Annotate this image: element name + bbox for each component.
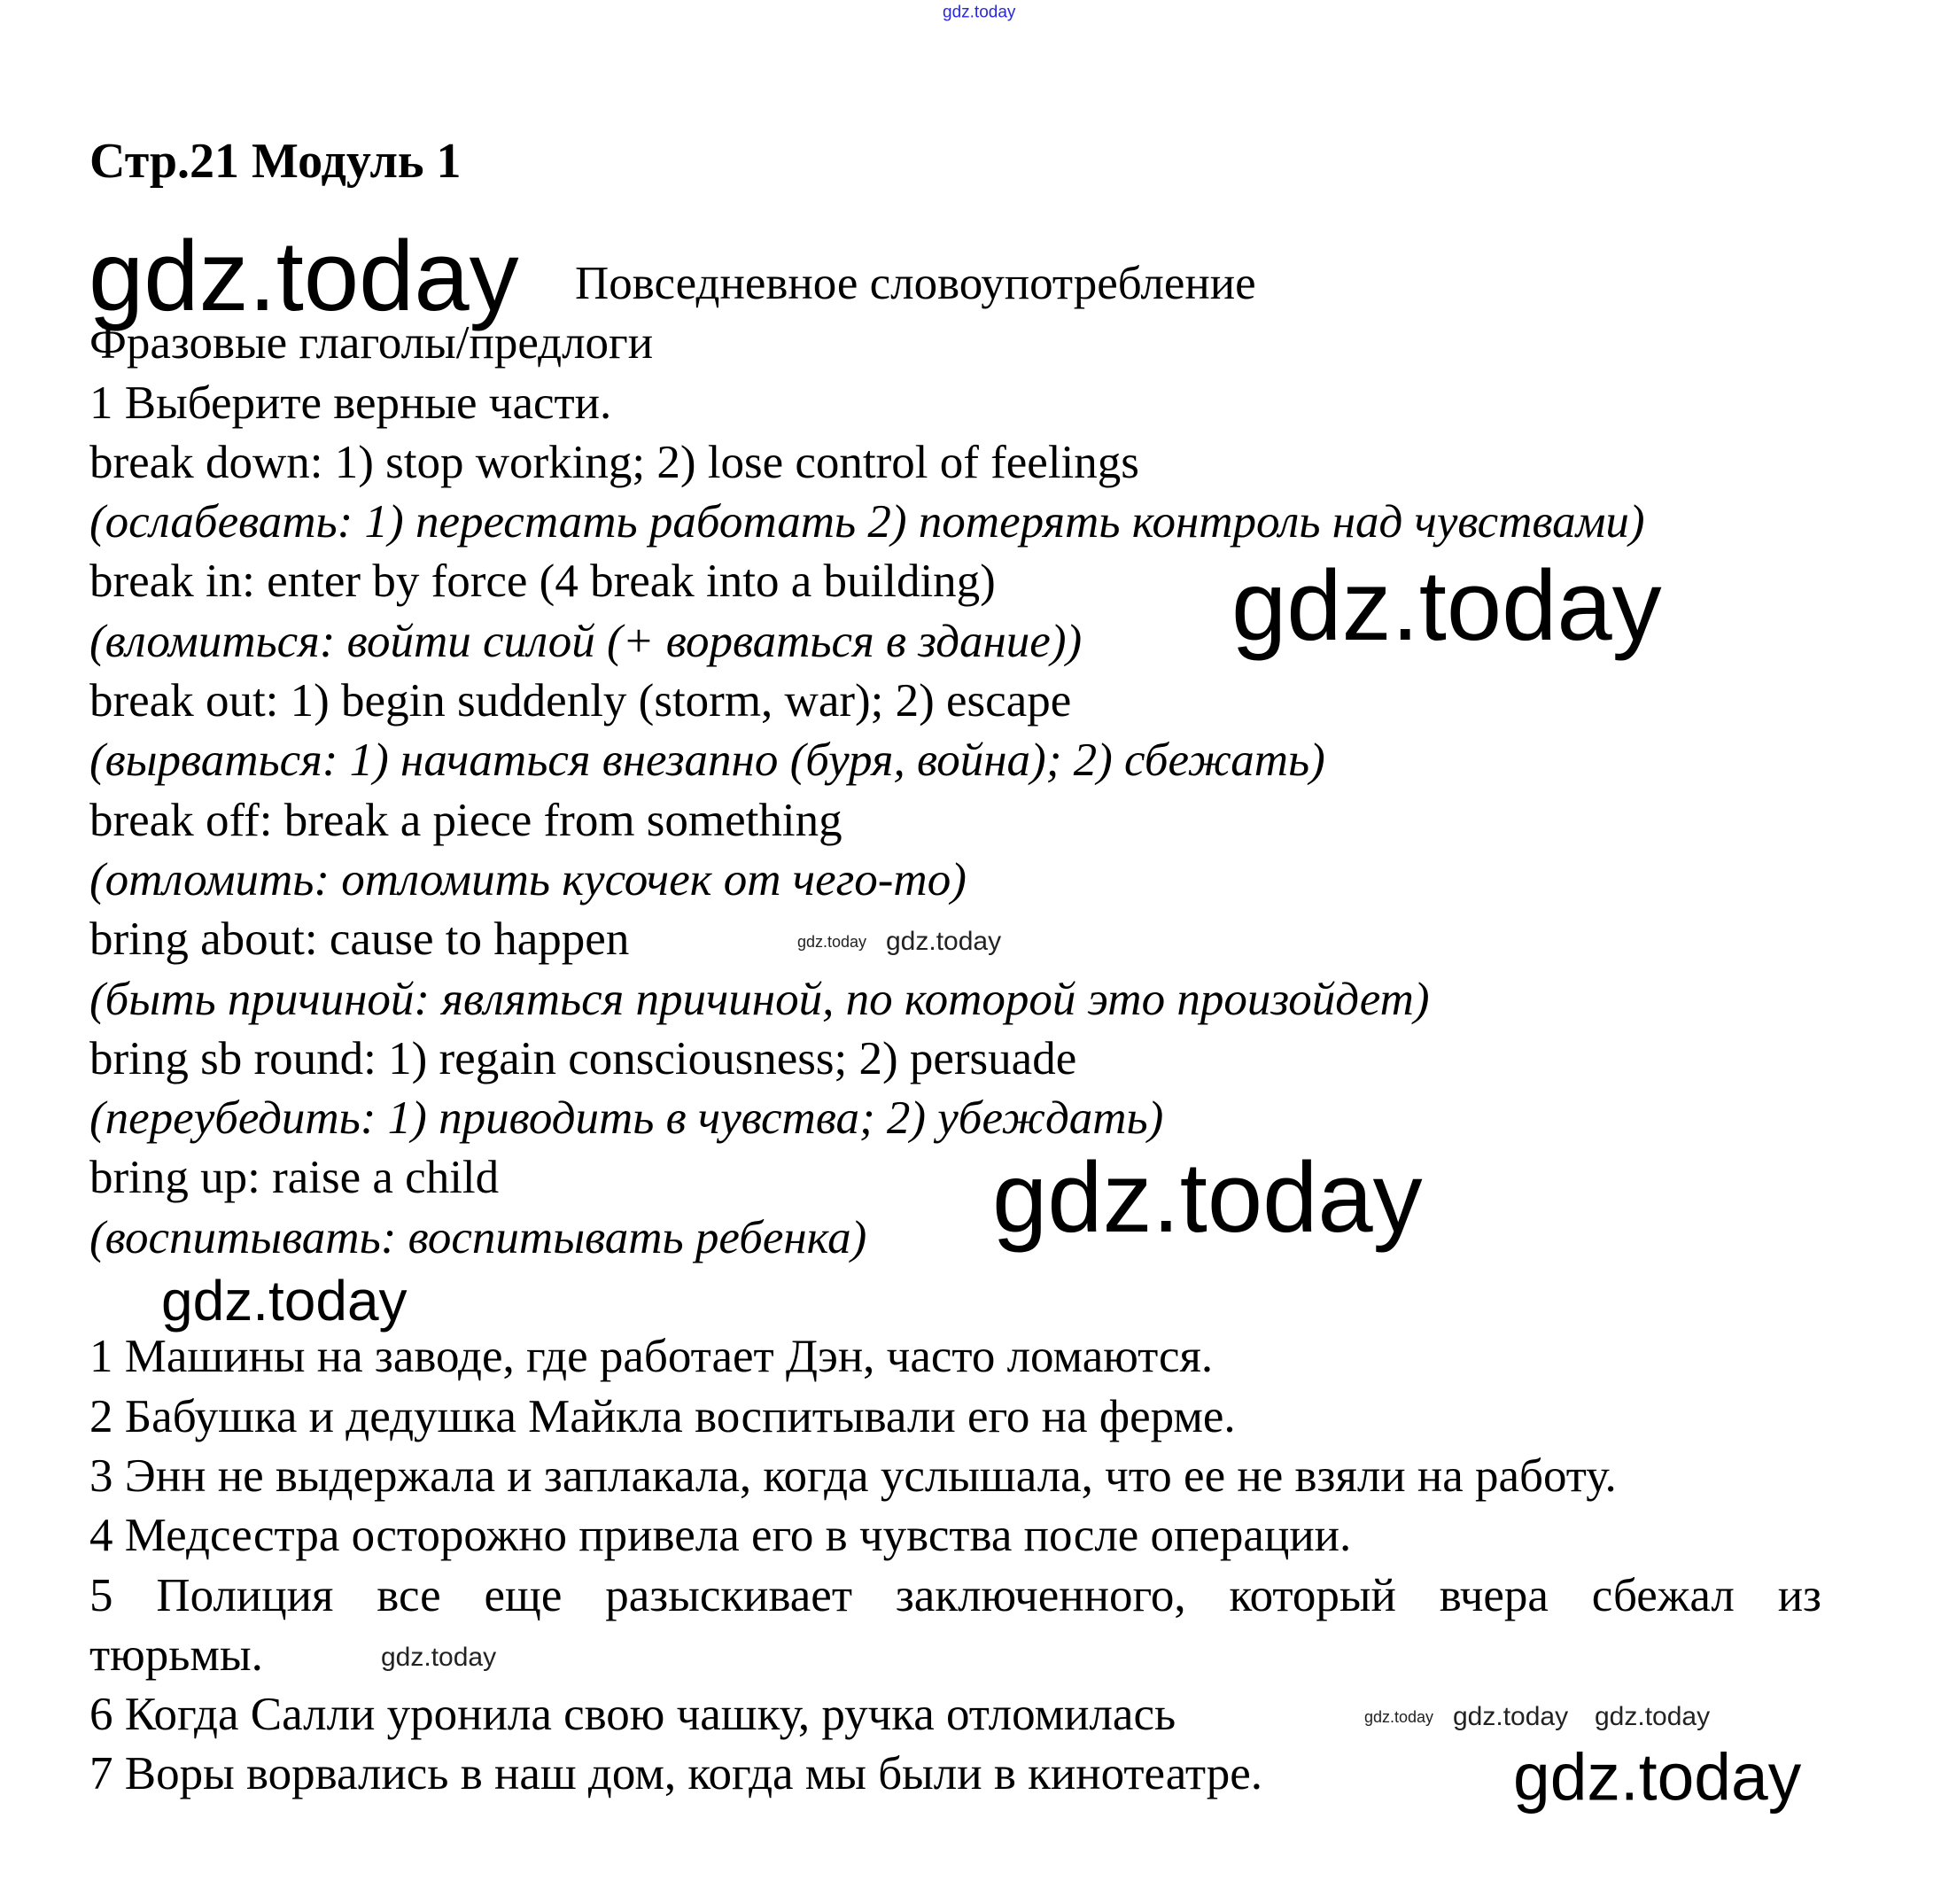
watermark-large: gdz.today	[1231, 550, 1662, 661]
definition-line: break out: 1) begin suddenly (storm, war); 2) escape	[89, 675, 1072, 727]
watermark-large: gdz.today	[89, 221, 519, 331]
definition-line: bring about: cause to happen	[89, 913, 630, 966]
watermark-small: gdz.today	[886, 927, 1002, 956]
definition-line: break in: enter by force (4 break into a building)	[89, 556, 996, 608]
translation-line: (отломить: отломить кусочек от чего-то)	[89, 853, 967, 905]
watermark-small: gdz.today	[797, 933, 867, 951]
definition-line: bring up: raise a child	[89, 1152, 500, 1204]
watermark-small: gdz.today	[381, 1643, 497, 1672]
answer-line: 6 Когда Салли уронила свою чашку, ручка отломилась	[89, 1689, 1176, 1741]
answer-line: 7 Воры ворвались в наш дом, когда мы были в кинотеатре.	[89, 1748, 1262, 1800]
translation-line: (воспитывать: воспитывать ребенка)	[89, 1211, 867, 1263]
page-title: Стр.21 Модуль 1	[89, 134, 462, 189]
translation-line: (вломиться: войти силой (+ ворваться в здание))	[89, 615, 1083, 667]
answer-line: 5 Полиция все еще разыскивает заключенного, который вчера сбежал из	[89, 1569, 1821, 1621]
watermark-medium: gdz.today	[161, 1269, 408, 1333]
watermark-small: gdz.today	[1453, 1702, 1569, 1731]
watermark-small: gdz.today	[1595, 1702, 1711, 1731]
answer-line: 3 Энн не выдержала и заплакала, когда услышала, что ее не взяли на работу.	[89, 1449, 1617, 1502]
answer-line: 1 Машины на заводе, где работает Дэн, часто ломаются.	[89, 1331, 1214, 1383]
watermark-medium: gdz.today	[1513, 1739, 1802, 1815]
watermark-large: gdz.today	[992, 1142, 1423, 1253]
document-body	[89, 257, 1826, 1807]
answer-line: 2 Бабушка и дедушка Майкла воспитывали его на ферме.	[89, 1390, 1236, 1442]
translation-line: (быть причиной: являться причиной, по которой это произойдет)	[89, 973, 1430, 1025]
definition-line: break down: 1) stop working; 2) lose control of feelings	[89, 436, 1139, 488]
answer-line-continuation: тюрьмы.	[89, 1628, 263, 1681]
watermark-small: gdz.today	[1364, 1708, 1434, 1726]
translation-line: (переубедить: 1) приводить в чувства; 2) убеждать)	[89, 1092, 1164, 1145]
definition-line: bring sb round: 1) regain consciousness; 2) persuade	[89, 1032, 1077, 1084]
section-heading: Повседневное словоупотребление	[575, 258, 1256, 309]
section-subheading: Фразовые глаголы/предлоги	[89, 317, 654, 369]
header-watermark: gdz.today	[943, 3, 1016, 22]
definition-line: break off: break a piece from something	[89, 794, 842, 846]
translation-line: (ослабевать: 1) перестать работать 2) потерять контроль над чувствами)	[89, 496, 1645, 548]
answer-line: 4 Медсестра осторожно привела его в чувства после операции.	[89, 1510, 1352, 1562]
exercise-instruction: 1 Выберите верные части.	[89, 377, 612, 429]
translation-line: (вырваться: 1) начаться внезапно (буря, война); 2) сбежать)	[89, 734, 1325, 787]
